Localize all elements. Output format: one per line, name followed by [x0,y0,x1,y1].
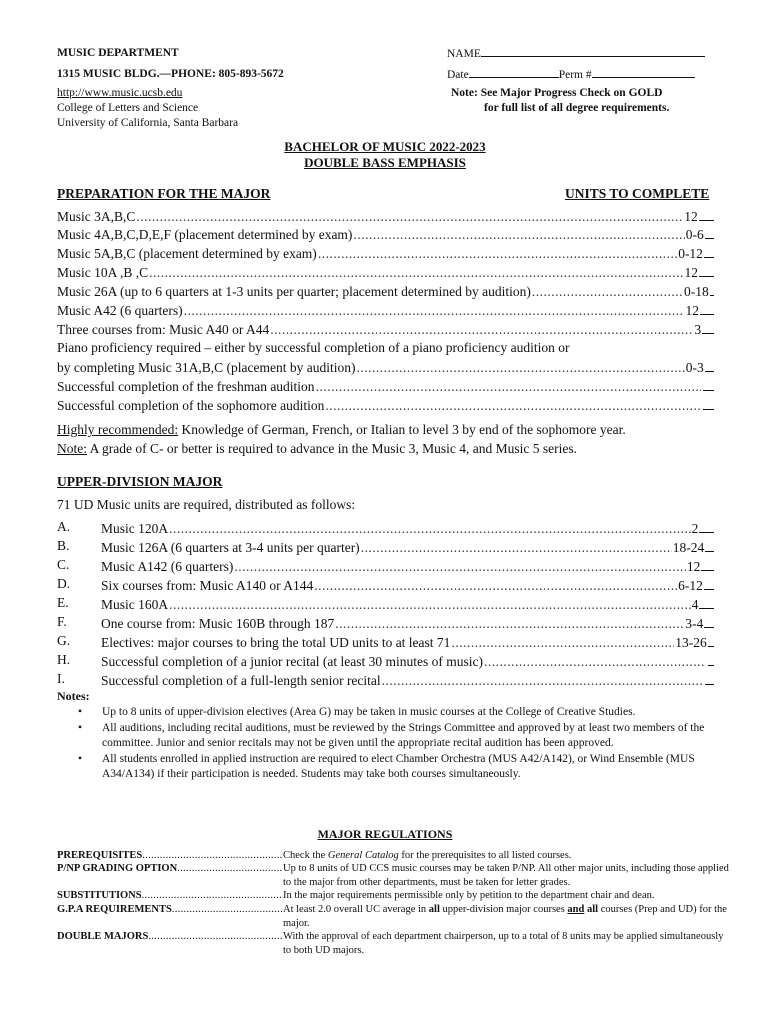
grade-note: Note: A grade of C- or better is required to advance in the Music 3, Music 4, and Music 5 series. [57,441,578,456]
upper-row: One course from: Music 160B through 187 ..... 3-4 [101,614,714,632]
note-item: • Up to 8 units of upper-division electives (Area G) may be taken in music courses at the College of Creative Studies. [78,705,718,721]
upper-row: Music 120A ..... 2 [101,519,714,537]
gpa-key: G.P.A REQUIREMENTS ..... [57,903,283,917]
units-blank[interactable] [699,519,714,533]
department-url[interactable]: http://www.music.ucsb.edu [57,87,183,99]
units-blank[interactable] [705,358,714,372]
prep-row: Music 5A,B,C (placement determined by exam) ..... 0-12 [57,244,714,262]
units-blank[interactable] [703,396,714,410]
prereq-key: PREREQUISITES ..... [57,849,283,863]
bullet-icon: • [78,706,83,718]
perm-line[interactable] [592,66,695,78]
prep-heading: PREPARATION FOR THE MAJOR [57,186,271,201]
university-name: University of California, Santa Barbara [57,117,239,129]
date-line[interactable] [469,66,559,78]
units-blank[interactable] [701,557,714,571]
prereq-value: Check the General Catalog for the prerequisites to all listed courses. [283,850,572,861]
item-letter: E. [57,595,69,610]
units-blank[interactable] [710,282,714,296]
double-majors-value: With the approval of each department chairperson, up to a total of 8 units may be applied simultaneously to both UD majors. [283,931,724,956]
units-blank[interactable] [699,263,714,277]
prep-row: Music 4A,B,C,D,E,F (placement determined by exam) ..... 0-6 [57,225,714,243]
units-blank[interactable] [705,225,714,239]
date-perm-field[interactable] [447,66,695,84]
upper-row: Electives: major courses to bring the total UD units to at least 71 ..... 13-26 [101,633,714,651]
gold-note-line2: for full list of all degree requirements. [484,102,670,114]
emphasis-title: DOUBLE BASS EMPHASIS [304,155,466,170]
highly-recommended: Highly recommended: Knowledge of German, French, or Italian to level 3 by end of the sophomore year. [57,422,626,437]
units-blank[interactable] [705,538,714,552]
units-blank[interactable] [704,576,714,590]
department-address: 1315 MUSIC BLDG.—PHONE: 805-893-5672 [57,68,284,80]
substitutions-value: In the major requirements permissible only by petition to the department chair and dean. [283,890,655,901]
piano-requirement-line1: Piano proficiency required – either by successful completion of a piano proficiency audition or [57,340,570,355]
college-name: College of Letters and Science [57,102,199,114]
freshman-audition-row: Successful completion of the freshman audition ..... [57,377,714,395]
pnp-value: Up to 8 units of UD CCS music courses may be taken P/NP. All other major units, including those applied to the major from other departments, must be taken for letter grades. [283,863,729,888]
gold-note-line1: Note: See Major Progress Check on GOLD [451,87,663,99]
department-name: MUSIC DEPARTMENT [57,47,179,59]
item-letter: A. [57,519,71,534]
units-blank[interactable] [708,652,714,666]
sophomore-audition-row: Successful completion of the sophomore audition ..... [57,396,714,414]
upper-division-intro: 71 UD Music units are required, distributed as follows: [57,497,356,512]
notes-list [78,705,718,783]
units-blank[interactable] [704,244,714,258]
gpa-value: At least 2.0 overall UC average in all upper-division major courses and all courses (Prep and UD) for the major. [283,904,727,929]
pnp-key: P/NP GRADING OPTION ..... [57,862,283,876]
substitutions-key: SUBSTITUTIONS ..... [57,889,283,903]
upper-row: Six courses from: Music A140 or A144 ..... 6-12 [101,576,714,594]
upper-row: Successful completion of a junior recital (at least 30 minutes of music) ..... [101,652,714,670]
units-blank[interactable] [703,377,714,391]
note-item: • All auditions, including recital auditions, must be reviewed by the Strings Committee and approved by at least two members of the committee. Junior and senior recitals may not be given until the appropriate recital audition has been approved. [78,721,705,749]
units-blank[interactable] [704,614,714,628]
name-label: NAME [447,48,481,60]
upper-division-heading: UPPER-DIVISION MAJOR [57,474,223,489]
prep-row: Music 3A,B,C ..... 12 [57,207,714,225]
units-blank[interactable] [702,320,714,334]
item-letter: H. [57,652,71,667]
units-heading: UNITS TO COMPLETE [565,186,710,201]
prep-row: Music 26A (up to 6 quarters at 1-3 units per quarter; placement determined by audition) ..... 0-18 [57,282,714,300]
name-field[interactable] [447,45,705,63]
date-label: Date [447,69,469,81]
upper-row: Successful completion of a full-length senior recital ..... [101,671,714,689]
upper-row: Music 126A (6 quarters at 3-4 units per quarter) ..... 18-24 [101,538,714,556]
item-letter: B. [57,538,70,553]
note-item: • All students enrolled in applied instruction are required to elect Chamber Orchestra (MUS A42/A142), or Wind Ensemble (MUS A34/A134) if their participation is needed. Students may take both courses simultaneously. [78,752,695,780]
degree-title: BACHELOR OF MUSIC 2022-2023 [284,139,486,154]
units-blank[interactable] [708,633,714,647]
item-letter: F. [57,614,67,629]
prep-row: Three courses from: Music A40 or A44 ..... 3 [57,320,714,338]
notes-title: Notes: [57,689,90,703]
bullet-icon: • [78,752,83,765]
units-blank[interactable] [699,595,714,609]
item-letter: G. [57,633,71,648]
item-letter: D. [57,576,71,591]
prep-row: Music 10A ,B ,C ..... 12 [57,263,714,281]
item-letter: C. [57,557,70,572]
regulations-title: MAJOR REGULATIONS [317,827,453,841]
upper-row: Music 160A ..... 4 [101,595,714,613]
bullet-icon: • [78,721,83,734]
units-blank[interactable] [700,301,714,315]
double-majors-key: DOUBLE MAJORS ..... [57,930,283,944]
perm-label: Perm # [558,69,592,81]
name-line[interactable] [481,45,705,57]
piano-requirement-row: by completing Music 31A,B,C (placement by audition) ..... 0-3 [57,358,714,376]
item-letter: I. [57,671,65,686]
upper-row: Music A142 (6 quarters) ..... 12 [101,557,714,575]
prep-row: Music A42 (6 quarters) ..... 12 [57,301,714,319]
units-blank[interactable] [705,671,714,685]
units-blank[interactable] [699,207,714,221]
